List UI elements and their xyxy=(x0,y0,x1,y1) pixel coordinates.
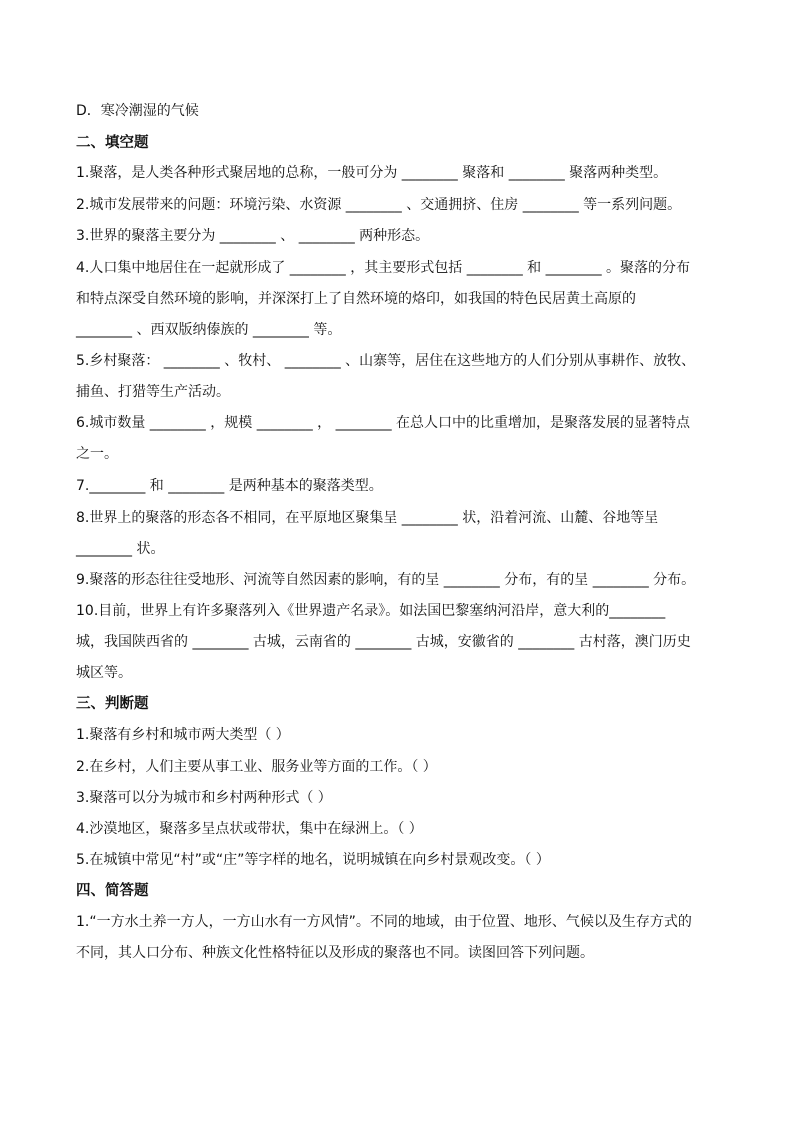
question-text: 10.目前，世界上有许多聚落列入《世界遗产名录》。如法国巴黎塞纳河沿岸，意大利的________ xyxy=(76,603,666,619)
question-text: 7.________ 和 ________ 是两种基本的聚落类型。 xyxy=(76,478,383,494)
question-text: 1.聚落有乡村和城市两大类型（ ） xyxy=(76,727,290,743)
question-text: 城，我国陕西省的 ________ 古城，云南省的 ________ 古城，安徽省的 ________ 古村落，澳门历史 xyxy=(76,634,691,650)
question-text: ________ 状。 xyxy=(76,541,165,557)
question-text: 4.沙漠地区，聚落多呈点状或带状，集中在绿洲上。（ ） xyxy=(76,821,423,837)
question-text: 3.世界的聚落主要分为 ________ 、 ________ 两种形态。 xyxy=(76,228,430,244)
section-heading-short-answer: 四、简答题 xyxy=(76,883,149,899)
question-text: 2.城市发展带来的问题：环境污染、水资源 ________ 、交通拥挤、住房 ________ 等一系列问题。 xyxy=(76,197,682,213)
question-text: 捕鱼、打猎等生产活动。 xyxy=(76,384,230,400)
section-heading-fill-blank: 二、填空题 xyxy=(76,135,149,151)
question-text: 3.聚落可以分为城市和乡村两种形式（ ） xyxy=(76,790,332,806)
question-text: 1.聚落，是人类各种形式聚居地的总称，一般可分为 ________ 聚落和 ________ 聚落两种类型。 xyxy=(76,165,668,181)
question-text: 4.人口集中地居住在一起就形成了 ________ ，其主要形式包括 ________ 和 ________ 。聚落的分布 xyxy=(76,260,691,276)
question-text: 1.“一方水土养一方人，一方山水有一方风情”。不同的地域，由于位置、地形、气候以及生存方式的 xyxy=(76,914,692,930)
question-text: 5.乡村聚落： ________ 、牧村、 ________ 、山寨等，居住在这些地方的人们分别从事耕作、放牧、 xyxy=(76,353,696,369)
question-text: 5.在城镇中常见“村”或“庄”等字样的地名，说明城镇在向乡村景观改变。（ ） xyxy=(76,852,550,868)
question-text: 2.在乡村，人们主要从事工业、服务业等方面的工作。（ ） xyxy=(76,759,437,775)
question-text: 和特点深受自然环境的影响，并深深打上了自然环境的烙印，如我国的特色民居黄土高原的 xyxy=(76,291,636,307)
question-text: ________ 、西双版纳傣族的 ________ 等。 xyxy=(76,322,342,338)
question-text: 之一。 xyxy=(76,446,118,462)
question-text: 城区等。 xyxy=(76,665,132,681)
option-d: D．寒冷潮湿的气候 xyxy=(76,103,199,119)
question-text: 9.聚落的形态往往受地形、河流等自然因素的影响，有的呈 ________ 分布，有的呈 ________ 分布。 xyxy=(76,572,696,588)
question-text: 6.城市数量 ________ ，规模 ________ ， ________ 在总人口中的比重增加，是聚落发展的显著特点 xyxy=(76,415,691,431)
section-heading-true-false: 三、判断题 xyxy=(76,696,149,712)
question-text: 8.世界上的聚落的形态各不相同，在平原地区聚集呈 ________ 状，沿着河流、山麓、谷地等呈 xyxy=(76,510,659,526)
question-text: 不同，其人口分布、种族文化性格特征以及形成的聚落也不同。读图回答下列问题。 xyxy=(76,945,594,961)
